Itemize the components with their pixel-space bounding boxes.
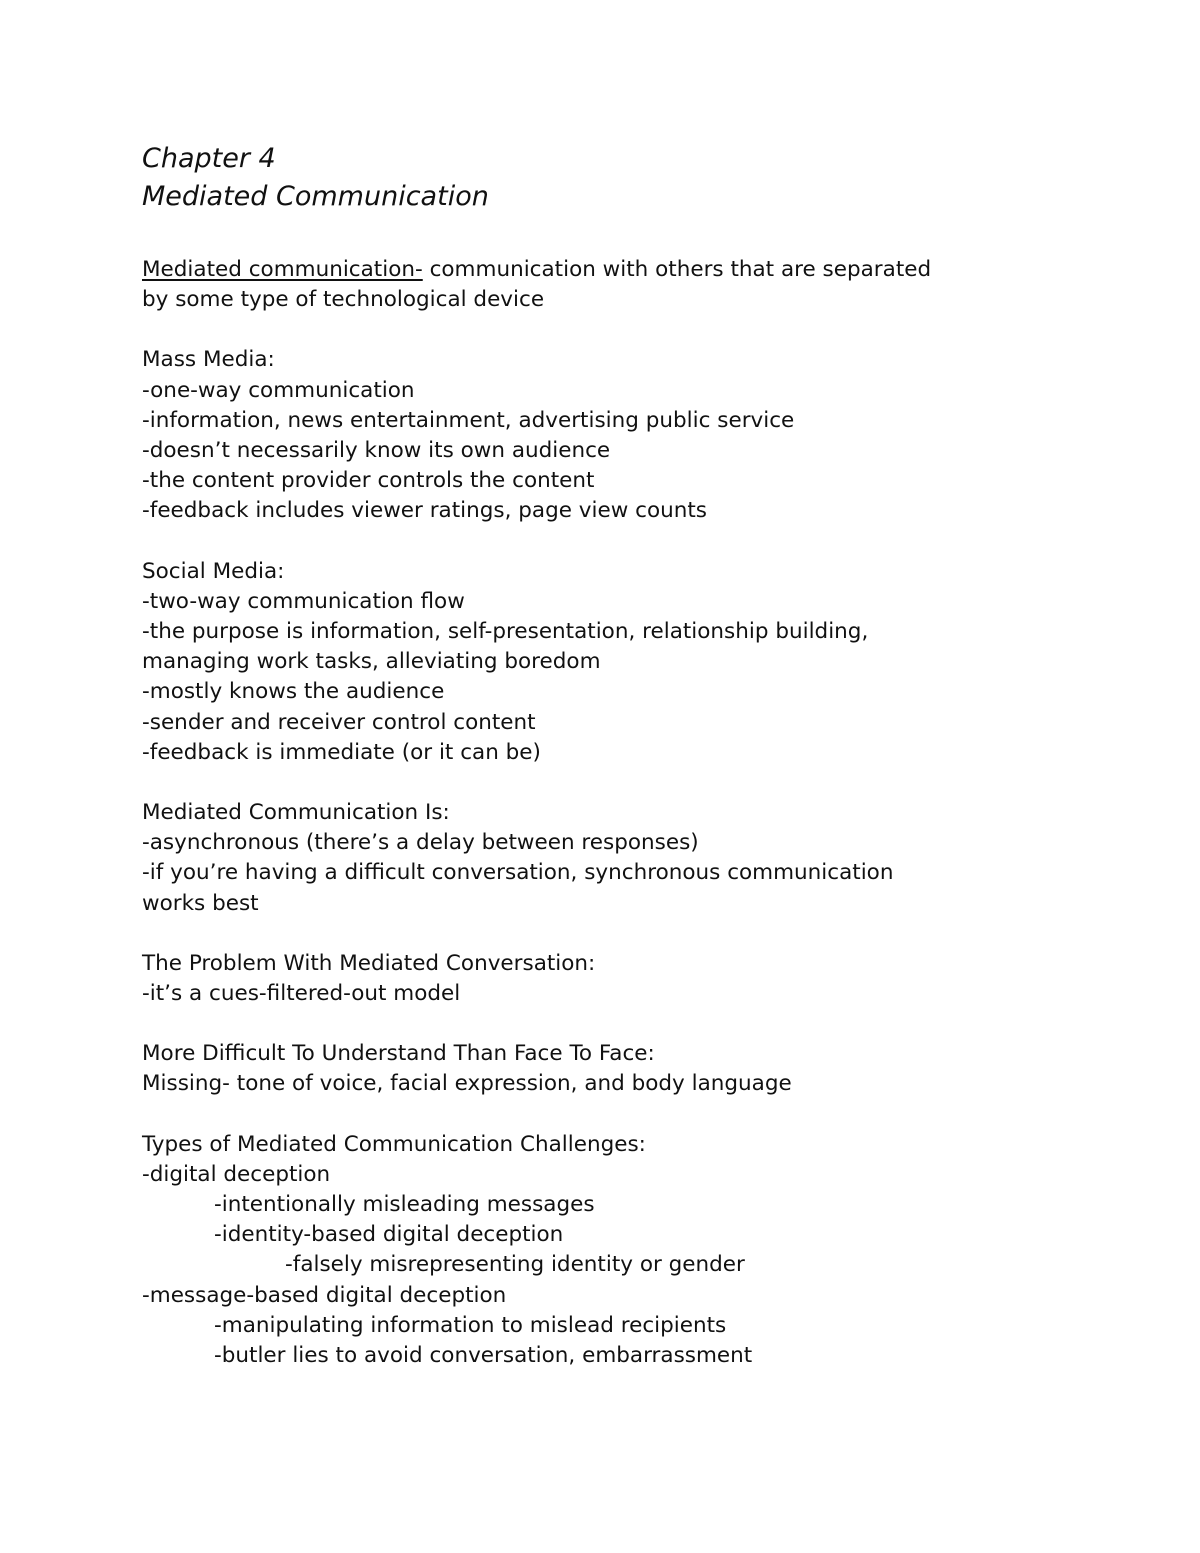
section-social-media <box>142 557 1102 768</box>
spacer <box>142 1100 1102 1130</box>
spacer <box>142 919 1102 949</box>
chapter-subtitle: Mediated Communication <box>142 181 489 212</box>
list-item-nested: -intentionally misleading messages <box>214 1192 595 1218</box>
list-item: -feedback is immediate (or it can be) <box>142 739 541 765</box>
list-item: -message-based digital deception <box>142 1282 507 1308</box>
definition-text: communication with others that are separated <box>422 257 932 282</box>
section-heading: Mass Media: <box>142 347 275 373</box>
spacer <box>142 216 1102 255</box>
list-item-nested-deep: -falsely misrepresenting identity or gender <box>285 1252 745 1278</box>
definition-block <box>142 255 1102 315</box>
section-heading: The Problem With Mediated Conversation: <box>142 950 596 976</box>
definition-continuation: by some type of technological device <box>142 287 545 313</box>
section-heading: Social Media: <box>142 558 285 584</box>
list-item: works best <box>142 890 259 916</box>
list-item: -information, news entertainment, advertising public service <box>142 407 795 433</box>
list-item-nested: -manipulating information to mislead recipients <box>214 1312 727 1338</box>
section-mediated-is <box>142 798 1102 919</box>
list-item: -asynchronous (there’s a delay between responses) <box>142 830 699 856</box>
spacer <box>142 1009 1102 1039</box>
spacer <box>142 315 1102 345</box>
section-problem <box>142 949 1102 1009</box>
list-item: managing work tasks, alleviating boredom <box>142 649 601 675</box>
definition-line <box>142 255 1102 285</box>
section-heading: Types of Mediated Communication Challenges: <box>142 1131 646 1157</box>
list-item: -two-way communication flow <box>142 588 465 614</box>
list-item: -one-way communication <box>142 377 415 403</box>
definition-term: Mediated communication- <box>142 257 423 282</box>
list-item-nested: -butler lies to avoid conversation, embarrassment <box>214 1343 753 1369</box>
list-item: Missing- tone of voice, facial expression, and body language <box>142 1071 792 1097</box>
section-heading: Mediated Communication Is: <box>142 800 450 826</box>
list-item: -the purpose is information, self-presentation, relationship building, <box>142 619 869 645</box>
section-heading: More Difficult To Understand Than Face To Face: <box>142 1041 655 1067</box>
list-item: -feedback includes viewer ratings, page view counts <box>142 498 707 524</box>
chapter-title: Chapter 4 <box>142 143 276 174</box>
list-item-nested: -identity-based digital deception <box>214 1222 564 1248</box>
section-challenges <box>142 1130 1102 1372</box>
section-mass-media <box>142 345 1102 526</box>
list-item: -doesn’t necessarily know its own audience <box>142 438 611 464</box>
section-difficult <box>142 1039 1102 1099</box>
list-item: -the content provider controls the content <box>142 468 595 494</box>
spacer <box>142 527 1102 557</box>
list-item: -sender and receiver control content <box>142 709 536 735</box>
spacer <box>142 768 1102 798</box>
list-item: -if you’re having a difficult conversation, synchronous communication <box>142 860 894 886</box>
list-item: -it’s a cues-filtered-out model <box>142 981 461 1007</box>
document-page <box>142 140 1102 1371</box>
list-item: -digital deception <box>142 1161 331 1187</box>
list-item: -mostly knows the audience <box>142 679 445 705</box>
